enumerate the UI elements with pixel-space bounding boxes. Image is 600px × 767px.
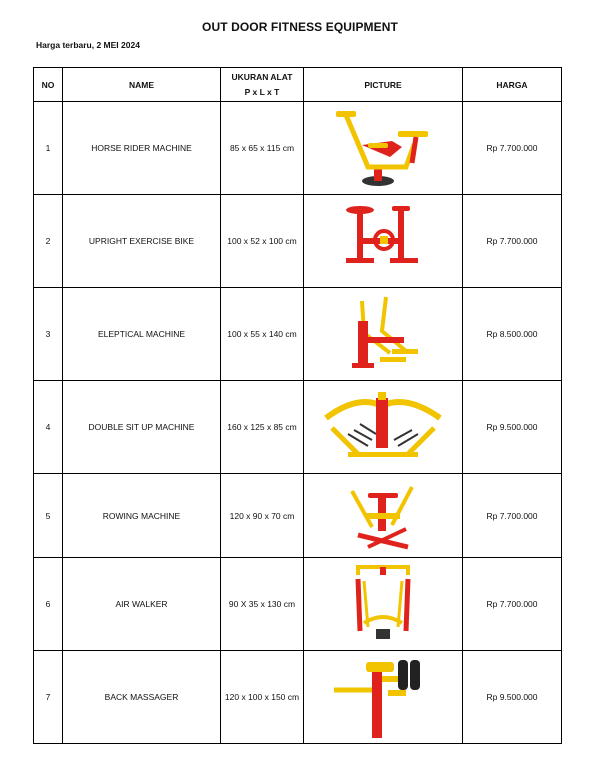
row-size: 160 x 125 x 85 cm	[221, 381, 304, 474]
row-name: UPRIGHT EXERCISE BIKE	[63, 195, 221, 288]
row-name: BACK MASSAGER	[63, 651, 221, 744]
header-size-line1: UKURAN ALAT	[231, 72, 293, 82]
header-size	[221, 68, 304, 102]
row-name: ROWING MACHINE	[63, 474, 221, 558]
row-price: Rp 7.700.000	[463, 474, 562, 558]
row-size: 90 X 35 x 130 cm	[221, 558, 304, 651]
row-price: Rp 7.700.000	[463, 195, 562, 288]
row-picture	[304, 558, 463, 651]
row-picture	[304, 381, 463, 474]
table-row	[34, 288, 562, 381]
table-row	[34, 558, 562, 651]
table-header-row	[34, 68, 562, 102]
row-no: 5	[34, 474, 63, 558]
horse-rider-machine-icon	[328, 105, 438, 191]
row-size: 100 x 55 x 140 cm	[221, 288, 304, 381]
row-picture	[304, 102, 463, 195]
air-walker-icon	[328, 561, 438, 647]
table-row	[34, 102, 562, 195]
row-size: 120 x 100 x 150 cm	[221, 651, 304, 744]
header-price: HARGA	[463, 68, 562, 102]
row-name: AIR WALKER	[63, 558, 221, 651]
back-massager-icon	[328, 654, 438, 740]
row-no: 3	[34, 288, 63, 381]
row-name: ELEPTICAL MACHINE	[63, 288, 221, 381]
price-date: Harga terbaru, 2 MEI 2024	[36, 40, 140, 50]
header-name: NAME	[63, 68, 221, 102]
row-no: 6	[34, 558, 63, 651]
row-price: Rp 9.500.000	[463, 651, 562, 744]
document-title: OUT DOOR FITNESS EQUIPMENT	[202, 20, 398, 34]
upright-exercise-bike-icon	[328, 198, 438, 284]
row-name: DOUBLE SIT UP MACHINE	[63, 381, 221, 474]
row-price: Rp 8.500.000	[463, 288, 562, 381]
row-picture	[304, 288, 463, 381]
table-row	[34, 651, 562, 744]
row-no: 4	[34, 381, 63, 474]
header-no: NO	[34, 68, 63, 102]
row-size: 100 x 52 x 100 cm	[221, 195, 304, 288]
header-size-line2: P x L x T	[244, 87, 280, 97]
table-row	[34, 195, 562, 288]
row-price: Rp 9.500.000	[463, 381, 562, 474]
row-no: 1	[34, 102, 63, 195]
equipment-price-table	[33, 67, 562, 744]
row-picture	[304, 195, 463, 288]
header-picture: PICTURE	[304, 68, 463, 102]
double-sit-up-machine-icon	[318, 384, 448, 470]
row-picture	[304, 474, 463, 558]
row-price: Rp 7.700.000	[463, 102, 562, 195]
row-no: 2	[34, 195, 63, 288]
table-row	[34, 381, 562, 474]
row-price: Rp 7.700.000	[463, 558, 562, 651]
rowing-machine-icon	[328, 477, 438, 555]
row-picture	[304, 651, 463, 744]
table-row	[34, 474, 562, 558]
row-size: 85 x 65 x 115 cm	[221, 102, 304, 195]
elliptical-machine-icon	[328, 291, 438, 377]
row-no: 7	[34, 651, 63, 744]
row-name: HORSE RIDER MACHINE	[63, 102, 221, 195]
row-size: 120 x 90 x 70 cm	[221, 474, 304, 558]
